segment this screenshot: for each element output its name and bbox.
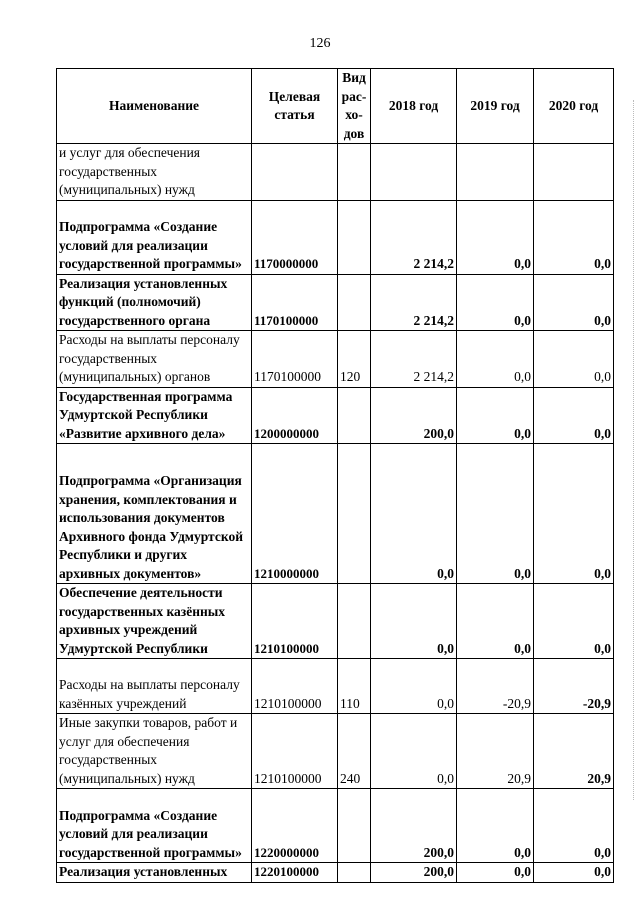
row-2018: 2 214,2 xyxy=(371,274,457,331)
budget-table xyxy=(56,68,614,883)
row-name: Обеспечение деятельности государственных казённых архивных учреждений Удмуртской Республики xyxy=(57,584,252,659)
row-name: Государственная программа Удмуртской Республики «Развитие архивного дела» xyxy=(57,387,252,444)
row-target-article: 1220000000 xyxy=(252,789,338,863)
row-2020: 0,0 xyxy=(534,444,614,584)
scan-edge-line xyxy=(632,100,634,800)
row-expense-type: 120 xyxy=(338,331,371,388)
row-2019: 0,0 xyxy=(457,274,534,331)
row-expense-type xyxy=(338,444,371,584)
header-target-article: Целевая статья xyxy=(252,69,338,144)
table-row xyxy=(57,200,614,274)
row-2020: 0,0 xyxy=(534,200,614,274)
row-expense-type: 240 xyxy=(338,714,371,789)
row-expense-type xyxy=(338,789,371,863)
row-2020: 0,0 xyxy=(534,331,614,388)
row-2019: 0,0 xyxy=(457,200,534,274)
table-row xyxy=(57,714,614,789)
row-name: Расходы на выплаты персоналу казённых учреждений xyxy=(57,659,252,714)
table-row xyxy=(57,144,614,201)
row-2020: -20,9 xyxy=(534,659,614,714)
table-row xyxy=(57,863,614,883)
row-target-article: 1200000000 xyxy=(252,387,338,444)
row-name: Реализация установленных функций (полномочий) государственного органа xyxy=(57,274,252,331)
row-2018: 0,0 xyxy=(371,714,457,789)
header-expense-type: Вид рас- хо- дов xyxy=(338,69,371,144)
row-2020: 0,0 xyxy=(534,584,614,659)
row-name: Расходы на выплаты персоналу государственных (муниципальных) органов xyxy=(57,331,252,388)
row-2019: 0,0 xyxy=(457,331,534,388)
page-number: 126 xyxy=(309,36,331,51)
row-target-article: 1210000000 xyxy=(252,444,338,584)
table-row xyxy=(57,584,614,659)
row-2018: 200,0 xyxy=(371,863,457,883)
row-target-article: 1170100000 xyxy=(252,331,338,388)
row-2019: 0,0 xyxy=(457,789,534,863)
row-2020: 0,0 xyxy=(534,387,614,444)
row-2018: 0,0 xyxy=(371,659,457,714)
table-row xyxy=(57,659,614,714)
row-name: и услуг для обеспечения государственных (муниципальных) нужд xyxy=(57,144,252,201)
row-expense-type xyxy=(338,863,371,883)
row-name: Подпрограмма «Создание условий для реализации государственной программы» xyxy=(57,789,252,863)
row-2020: 0,0 xyxy=(534,863,614,883)
header-2020: 2020 год xyxy=(534,69,614,144)
row-expense-type xyxy=(338,387,371,444)
row-2018 xyxy=(371,144,457,201)
row-target-article: 1210100000 xyxy=(252,584,338,659)
row-2019 xyxy=(457,144,534,201)
row-expense-type: 110 xyxy=(338,659,371,714)
row-2018: 0,0 xyxy=(371,584,457,659)
row-target-article: 1170100000 xyxy=(252,274,338,331)
row-target-article: 1210100000 xyxy=(252,714,338,789)
row-expense-type xyxy=(338,274,371,331)
row-2019: 0,0 xyxy=(457,863,534,883)
row-2019: 0,0 xyxy=(457,444,534,584)
row-2020: 0,0 xyxy=(534,274,614,331)
table-row xyxy=(57,387,614,444)
header-2018: 2018 год xyxy=(371,69,457,144)
table-row xyxy=(57,789,614,863)
row-name: Иные закупки товаров, работ и услуг для обеспечения государственных (муниципальных) нужд xyxy=(57,714,252,789)
row-2018: 2 214,2 xyxy=(371,200,457,274)
row-2018: 2 214,2 xyxy=(371,331,457,388)
row-2018: 200,0 xyxy=(371,789,457,863)
row-2020: 20,9 xyxy=(534,714,614,789)
row-2018: 0,0 xyxy=(371,444,457,584)
table-row xyxy=(57,331,614,388)
row-2019: -20,9 xyxy=(457,659,534,714)
row-target-article: 1170000000 xyxy=(252,200,338,274)
row-expense-type xyxy=(338,200,371,274)
table-row xyxy=(57,274,614,331)
row-name: Реализация установленных xyxy=(57,863,252,883)
row-target-article: 1220100000 xyxy=(252,863,338,883)
row-expense-type xyxy=(338,584,371,659)
row-2020: 0,0 xyxy=(534,789,614,863)
row-target-article: 1210100000 xyxy=(252,659,338,714)
row-2019: 20,9 xyxy=(457,714,534,789)
row-name: Подпрограмма «Создание условий для реализации государственной программы» xyxy=(57,200,252,274)
row-2020 xyxy=(534,144,614,201)
table-header-row xyxy=(57,69,614,144)
header-name: Наименование xyxy=(57,69,252,144)
header-2019: 2019 год xyxy=(457,69,534,144)
row-2018: 200,0 xyxy=(371,387,457,444)
row-expense-type xyxy=(338,144,371,201)
row-2019: 0,0 xyxy=(457,584,534,659)
row-target-article xyxy=(252,144,338,201)
row-2019: 0,0 xyxy=(457,387,534,444)
table-row xyxy=(57,444,614,584)
row-name: Подпрограмма «Организация хранения, комплектования и использования документов Архивного фонда Удмуртской Республики и других архивных документов» xyxy=(57,444,252,584)
